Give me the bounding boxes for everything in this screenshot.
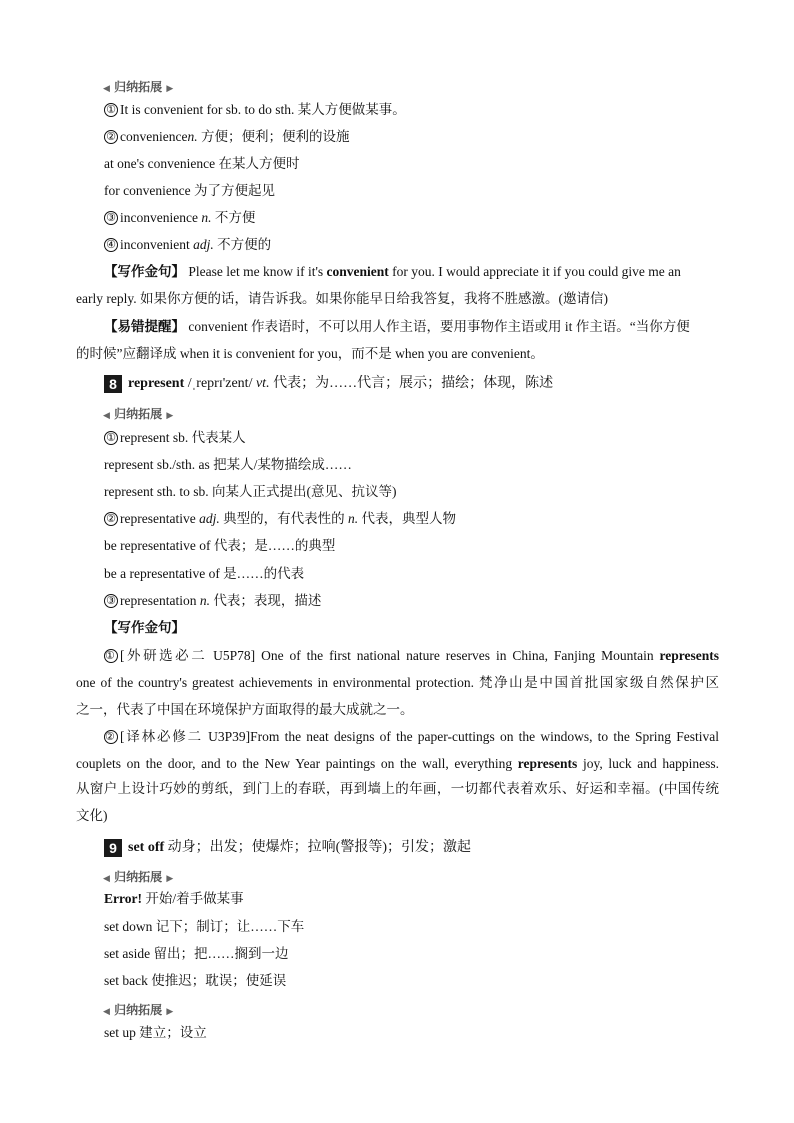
quote-2-cont: 从窗户上设计巧妙的剪纸，到门上的春联，再到墙上的年画，一切都代表着欢乐、好运和幸福。(中国传统 <box>76 781 719 796</box>
circle-number-2: ② <box>104 130 118 144</box>
expand-item: for convenience 为了方便起见 <box>104 183 275 198</box>
mistake-reminder-cont: 的时候”应翻译成 when it is convenient for you，而不是 when you are convenient。 <box>76 346 544 361</box>
quote-1-cont: one of the country's greatest achievements in environmental protection. 梵净山是中国首批国家级自然保护区 <box>76 675 719 690</box>
circle-number-4: ④ <box>104 238 118 252</box>
expand-item: ① It is convenient for sb. to do sth. 某人方便做某事。 <box>104 101 406 119</box>
expand-item: set back 使推迟；耽误；使延误 <box>104 973 287 988</box>
expand-item: be a representative of 是……的代表 <box>104 566 305 581</box>
section-header-expand: ◀ 归纳拓展 ▶ <box>103 80 174 94</box>
section-header-expand: ◀ 归纳拓展 ▶ <box>103 870 174 884</box>
circle-number-2: ② <box>104 512 118 526</box>
expand-item: ② representative adj. 典型的，有代表性的 n. 代表，典型人物 <box>104 510 456 528</box>
section-header-expand: ◀ 归纳拓展 ▶ <box>103 1003 174 1017</box>
writing-sentence-cont: early reply. 如果你方便的话，请告诉我。如果你能早日给我答复，我将不胜感激。(邀请信) <box>76 291 608 306</box>
quote-1-cont: 之一，代表了中国在环境保护方面取得的最大成就之一。 <box>76 702 414 717</box>
circle-number-1: ① <box>104 649 118 663</box>
error-marker: Error! <box>104 891 142 906</box>
expand-item: set aside 留出；把……搁到一边 <box>104 946 289 961</box>
quote-2-cont: 文化) <box>76 808 108 823</box>
writing-sentence-label: 【写作金句】 <box>104 620 185 635</box>
expand-item: ② conveniencen. 方便；便利；便利的设施 <box>104 128 349 146</box>
expand-item: be representative of 代表；是……的典型 <box>104 538 336 553</box>
expand-item: ③ representation n. 代表；表现，描述 <box>104 592 321 610</box>
expand-item: Error! 开始/着手做某事 <box>104 891 244 906</box>
writing-sentence: 【写作金句】 Please let me know if it's convenient for you. I would appreciate it if you could give me an <box>104 264 681 279</box>
circle-number-3: ③ <box>104 594 118 608</box>
expand-item: ④ inconvenient adj. 不方便的 <box>104 236 271 254</box>
expand-item: ③ inconvenience n. 不方便 <box>104 209 255 227</box>
entry-heading-represent: 8 represent /ˌreprɪ'zent/ vt. 代表；为……代言；展示；描绘；体现，陈述 <box>104 375 553 393</box>
section-header-expand: ◀ 归纳拓展 ▶ <box>103 407 174 421</box>
expand-item: set down 记下；制订；让……下车 <box>104 919 305 934</box>
circle-number-2: ② <box>104 730 118 744</box>
expand-item: at one's convenience 在某人方便时 <box>104 156 300 171</box>
entry-number-badge: 9 <box>104 839 122 857</box>
expand-item: represent sb./sth. as 把某人/某物描绘成…… <box>104 457 352 472</box>
circle-number-3: ③ <box>104 211 118 225</box>
expand-item: set up 建立；设立 <box>104 1025 207 1040</box>
circle-number-1: ① <box>104 103 118 117</box>
expand-item: represent sth. to sb. 向某人正式提出(意见、抗议等) <box>104 484 397 499</box>
entry-heading-set-off: 9 set off 动身；出发；使爆炸；拉响(警报等)；引发；激起 <box>104 839 471 857</box>
quote-1: ① [外研选必二 U5P78] One of the first national nature reserves in China, Fanjing Mountain represents <box>105 648 719 663</box>
quote-2: ② [译林必修二 U3P39]From the neat designs of the paper-cuttings on the windows, to the Spring Festival <box>105 729 719 744</box>
mistake-reminder: 【易错提醒】 convenient 作表语时，不可以用人作主语，要用事物作主语或用 it 作主语。“当你方便 <box>104 319 690 334</box>
circle-number-1: ① <box>104 431 118 445</box>
quote-2-cont: couplets on the door, and to the New Year paintings on the wall, everything represents joy, luck and happiness. <box>76 756 719 771</box>
entry-number-badge: 8 <box>104 375 122 393</box>
expand-item: ① represent sb. 代表某人 <box>104 429 246 447</box>
